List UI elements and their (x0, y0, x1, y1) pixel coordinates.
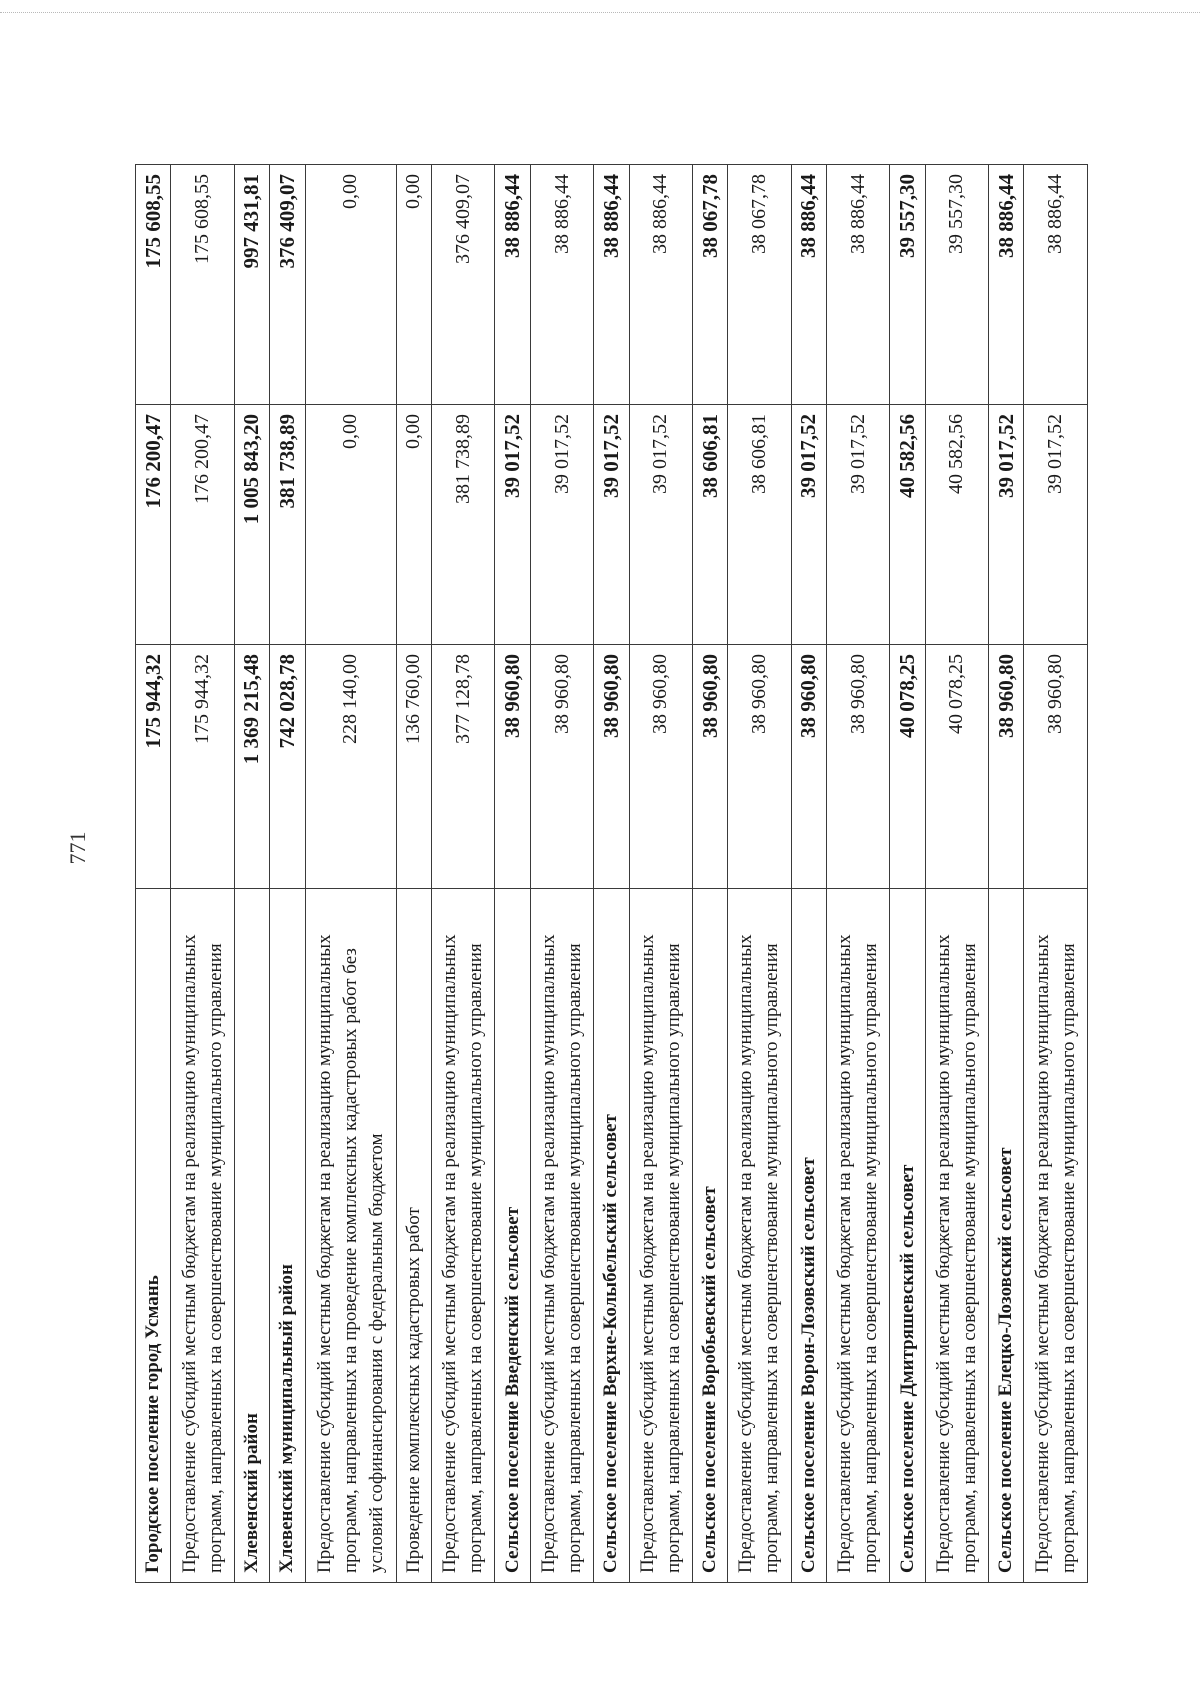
table-row (305, 165, 396, 1583)
table-row (728, 165, 791, 1583)
table-body (136, 165, 1088, 1583)
table-row-heading (495, 165, 530, 1583)
value-2024-cell: 40 078,25 (925, 645, 988, 889)
table-row (171, 165, 234, 1583)
row-name-cell: Сельское поселение Елецко-Лозовский сельсовет (989, 889, 1024, 1583)
value-2026-cell: 175 608,55 (171, 165, 234, 405)
value-2025-cell: 39 017,52 (629, 405, 692, 645)
value-2025-cell: 39 017,52 (594, 405, 629, 645)
value-2026-cell: 38 886,44 (530, 165, 593, 405)
value-2024-cell: 175 944,32 (171, 645, 234, 889)
row-name-cell: Сельское поселение Дмитряшевский сельсовет (890, 889, 925, 1583)
value-2024-cell: 377 128,78 (432, 645, 495, 889)
value-2025-cell: 38 606,81 (692, 405, 727, 645)
value-2025-cell: 176 200,47 (136, 405, 171, 645)
page-number: 771 (65, 831, 90, 865)
value-2026-cell: 376 409,07 (432, 165, 495, 405)
value-2026-cell: 38 067,78 (728, 165, 791, 405)
row-name-cell: Предоставление субсидий местным бюджетам на реализацию муниципальных программ, направленных на совершенствование муниципального управления (728, 889, 791, 1583)
value-2024-cell: 1 369 215,48 (234, 645, 269, 889)
table-row (432, 165, 495, 1583)
table-row (925, 165, 988, 1583)
value-2024-cell: 38 960,80 (1024, 645, 1088, 889)
value-2024-cell: 38 960,80 (692, 645, 727, 889)
value-2025-cell: 39 017,52 (495, 405, 530, 645)
value-2026-cell: 39 557,30 (925, 165, 988, 405)
value-2025-cell: 381 738,89 (270, 405, 305, 645)
value-2024-cell: 228 140,00 (305, 645, 396, 889)
row-name-cell: Предоставление субсидий местным бюджетам на реализацию муниципальных программ, направленных на совершенствование муниципального управления (432, 889, 495, 1583)
value-2025-cell: 40 582,56 (925, 405, 988, 645)
value-2025-cell: 40 582,56 (890, 405, 925, 645)
value-2025-cell: 0,00 (396, 405, 431, 645)
table-row-heading (136, 165, 171, 1583)
value-2025-cell: 0,00 (305, 405, 396, 645)
value-2025-cell: 39 017,52 (989, 405, 1024, 645)
budget-table (135, 164, 1088, 1583)
value-2024-cell: 38 960,80 (989, 645, 1024, 889)
value-2026-cell: 38 886,44 (594, 165, 629, 405)
row-name-cell: Предоставление субсидий местным бюджетам на реализацию муниципальных программ, направленных на совершенствование муниципального управления (629, 889, 692, 1583)
value-2026-cell: 38 886,44 (827, 165, 890, 405)
table-row-heading (594, 165, 629, 1583)
row-name-cell: Сельское поселение Введенский сельсовет (495, 889, 530, 1583)
table-row-heading (270, 165, 305, 1583)
table-row-heading (234, 165, 269, 1583)
row-name-cell: Предоставление субсидий местным бюджетам на реализацию муниципальных программ, направленных на совершенствование муниципального управления (171, 889, 234, 1583)
table-row (629, 165, 692, 1583)
value-2026-cell: 39 557,30 (890, 165, 925, 405)
value-2026-cell: 38 886,44 (989, 165, 1024, 405)
value-2025-cell: 39 017,52 (1024, 405, 1088, 645)
value-2024-cell: 38 960,80 (827, 645, 890, 889)
budget-table-rotated (135, 165, 1088, 1583)
value-2026-cell: 38 886,44 (791, 165, 826, 405)
row-name-cell: Сельское поселение Ворон-Лозовский сельсовет (791, 889, 826, 1583)
value-2024-cell: 38 960,80 (530, 645, 593, 889)
value-2024-cell: 38 960,80 (495, 645, 530, 889)
value-2025-cell: 39 017,52 (530, 405, 593, 645)
row-name-cell: Предоставление субсидий местным бюджетам на реализацию муниципальных программ, направленных на совершенствование муниципального управления (1024, 889, 1088, 1583)
table-row (827, 165, 890, 1583)
scan-top-edge (0, 12, 1200, 13)
row-name-cell: Хлевенский муниципальный район (270, 889, 305, 1583)
value-2025-cell: 1 005 843,20 (234, 405, 269, 645)
row-name-cell: Городское поселение город Усмань (136, 889, 171, 1583)
table-row-heading (791, 165, 826, 1583)
value-2024-cell: 175 944,32 (136, 645, 171, 889)
row-name-cell: Сельское поселение Воробьевский сельсовет (692, 889, 727, 1583)
value-2025-cell: 176 200,47 (171, 405, 234, 645)
row-name-cell: Предоставление субсидий местным бюджетам на реализацию муниципальных программ, направленных на проведение комплексных кадастровых работ без условий софинансирования с федеральным бюджетом (305, 889, 396, 1583)
value-2026-cell: 0,00 (396, 165, 431, 405)
value-2026-cell: 376 409,07 (270, 165, 305, 405)
value-2025-cell: 381 738,89 (432, 405, 495, 645)
value-2025-cell: 38 606,81 (728, 405, 791, 645)
value-2024-cell: 38 960,80 (728, 645, 791, 889)
value-2024-cell: 136 760,00 (396, 645, 431, 889)
table-row (530, 165, 593, 1583)
table-row-heading (989, 165, 1024, 1583)
value-2026-cell: 38 886,44 (495, 165, 530, 405)
row-name-cell: Проведение комплексных кадастровых работ (396, 889, 431, 1583)
value-2026-cell: 0,00 (305, 165, 396, 405)
value-2024-cell: 38 960,80 (791, 645, 826, 889)
value-2024-cell: 40 078,25 (890, 645, 925, 889)
value-2026-cell: 997 431,81 (234, 165, 269, 405)
value-2024-cell: 742 028,78 (270, 645, 305, 889)
value-2026-cell: 38 067,78 (692, 165, 727, 405)
value-2025-cell: 39 017,52 (791, 405, 826, 645)
value-2026-cell: 175 608,55 (136, 165, 171, 405)
value-2026-cell: 38 886,44 (1024, 165, 1088, 405)
value-2026-cell: 38 886,44 (629, 165, 692, 405)
value-2024-cell: 38 960,80 (629, 645, 692, 889)
table-row-heading (890, 165, 925, 1583)
value-2025-cell: 39 017,52 (827, 405, 890, 645)
row-name-cell: Хлевенский район (234, 889, 269, 1583)
row-name-cell: Предоставление субсидий местным бюджетам на реализацию муниципальных программ, направленных на совершенствование муниципального управления (530, 889, 593, 1583)
table-row (1024, 165, 1088, 1583)
table-row (396, 165, 431, 1583)
value-2024-cell: 38 960,80 (594, 645, 629, 889)
row-name-cell: Предоставление субсидий местным бюджетам на реализацию муниципальных программ, направленных на совершенствование муниципального управления (827, 889, 890, 1583)
row-name-cell: Сельское поселение Верхне-Колыбельский сельсовет (594, 889, 629, 1583)
row-name-cell: Предоставление субсидий местным бюджетам на реализацию муниципальных программ, направленных на совершенствование муниципального управления (925, 889, 988, 1583)
table-row-heading (692, 165, 727, 1583)
